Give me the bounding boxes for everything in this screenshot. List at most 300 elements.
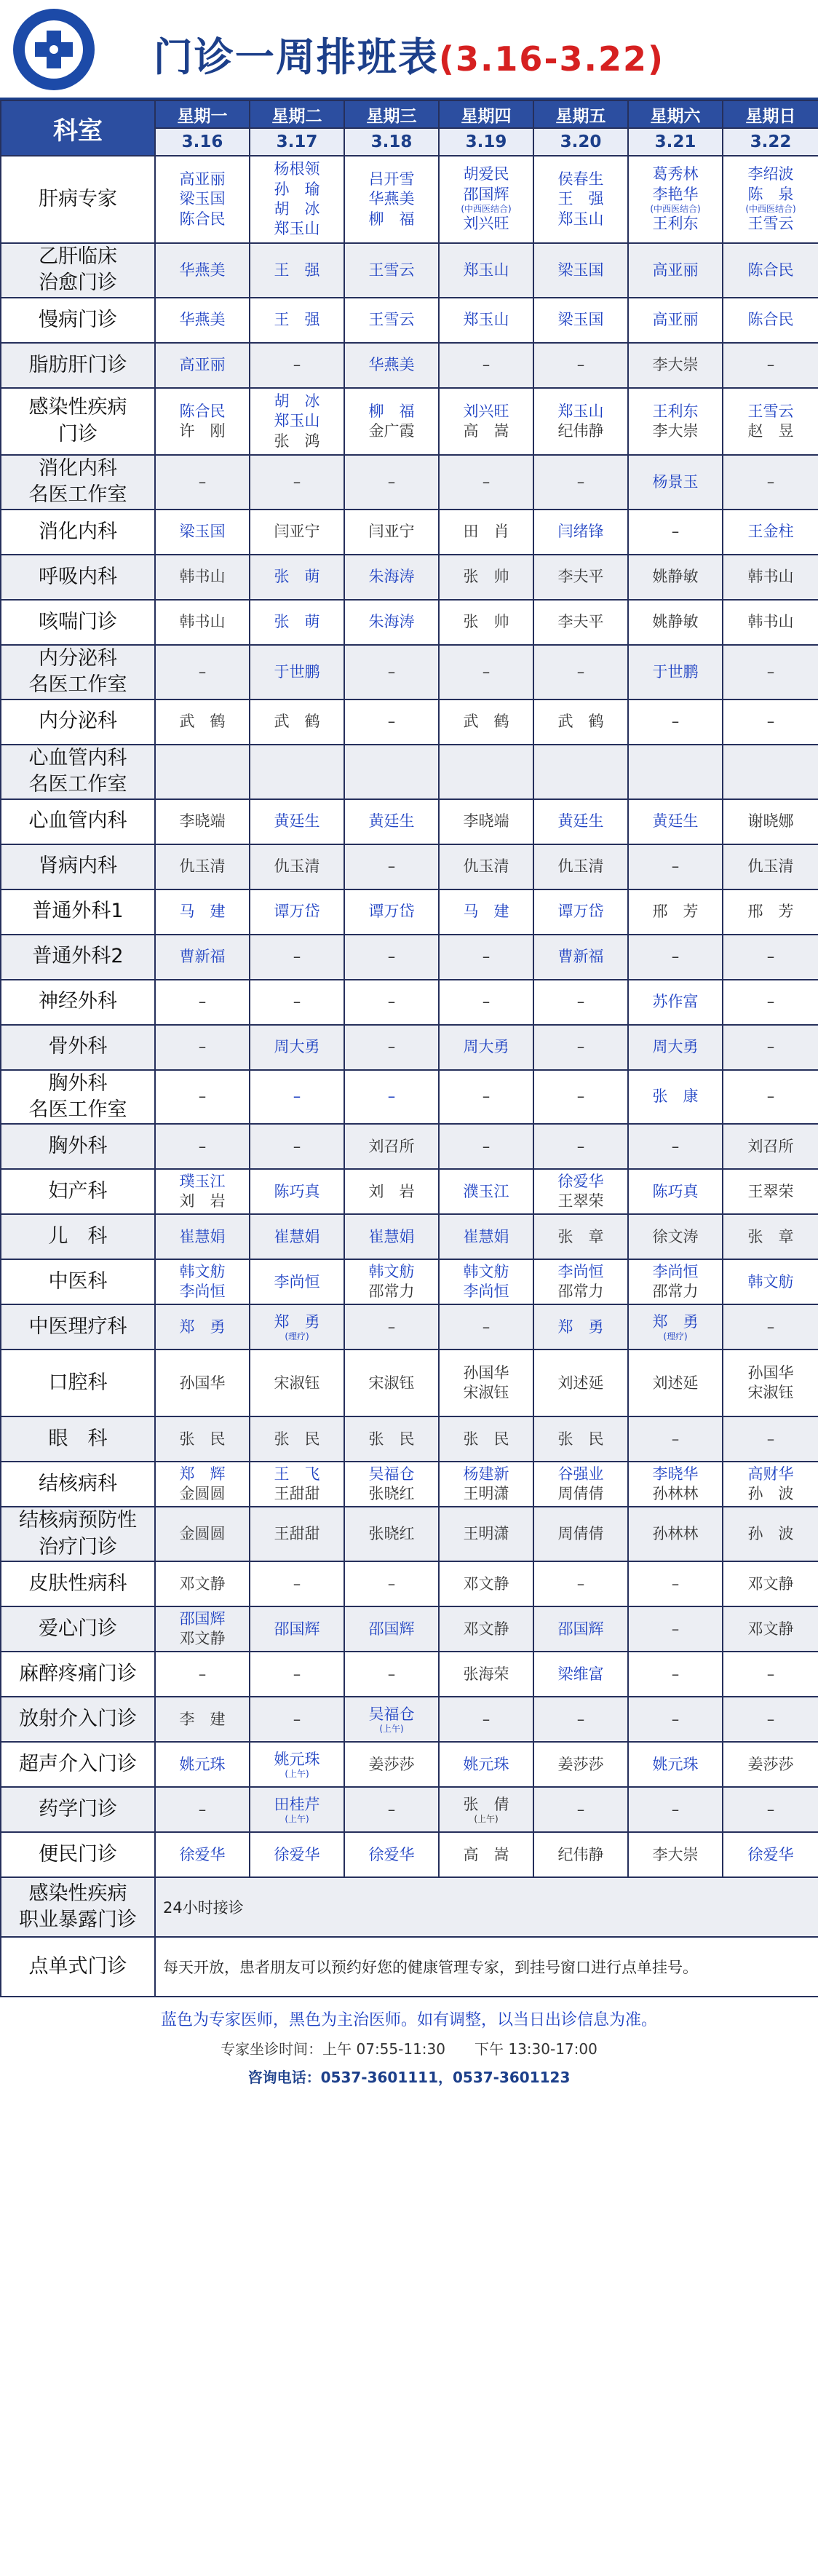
expert-doctor: 苏作富 bbox=[652, 992, 699, 1010]
schedule-table bbox=[0, 100, 818, 1997]
attending-doctor: 武 鹤 bbox=[463, 712, 509, 730]
schedule-cell bbox=[155, 745, 250, 799]
schedule-cell bbox=[344, 935, 439, 980]
expert-doctor: 张 康 bbox=[652, 1087, 699, 1106]
schedule-cell bbox=[250, 844, 344, 889]
schedule-cell bbox=[723, 700, 818, 745]
expert-doctor: 郑玉山 bbox=[463, 311, 509, 329]
schedule-cell bbox=[344, 799, 439, 844]
attending-doctor: 武 鹤 bbox=[274, 712, 320, 730]
attending-doctor: 韩书山 bbox=[179, 568, 226, 586]
schedule-cell bbox=[250, 1416, 344, 1462]
date-header: 3.19 bbox=[439, 128, 533, 156]
schedule-row bbox=[1, 844, 818, 889]
attending-doctor: 邢 芳 bbox=[747, 902, 794, 920]
expert-doctor: 徐爱华 bbox=[274, 1845, 320, 1863]
attending-doctor: – bbox=[766, 1317, 775, 1336]
session-note: (上午) bbox=[474, 1814, 499, 1825]
schedule-cell bbox=[533, 1652, 628, 1697]
schedule-row bbox=[1, 1416, 818, 1462]
schedule-cell bbox=[344, 1561, 439, 1606]
attending-doctor: – bbox=[671, 1710, 680, 1728]
attending-doctor: – bbox=[387, 472, 396, 491]
expert-doctor: 吴福仓 bbox=[368, 1465, 415, 1483]
schedule-cell bbox=[344, 1124, 439, 1169]
department-name bbox=[1, 510, 155, 555]
expert-doctor: 崔慧娟 bbox=[368, 1227, 415, 1245]
expert-doctor: 胡爱民 bbox=[463, 165, 509, 183]
expert-doctor: 韩文舫 bbox=[368, 1263, 415, 1281]
schedule-cell bbox=[628, 1259, 723, 1304]
schedule-cell bbox=[155, 388, 250, 455]
attending-doctor: 邵常力 bbox=[557, 1283, 604, 1301]
schedule-cell bbox=[533, 844, 628, 889]
attending-doctor: – bbox=[387, 662, 396, 681]
schedule-cell bbox=[723, 600, 818, 645]
schedule-cell bbox=[155, 980, 250, 1025]
schedule-cell bbox=[344, 1742, 439, 1787]
schedule-cell bbox=[723, 799, 818, 844]
expert-doctor: 王雪云 bbox=[747, 215, 794, 233]
schedule-cell bbox=[723, 1652, 818, 1697]
schedule-cell bbox=[250, 600, 344, 645]
schedule-cell bbox=[723, 1070, 818, 1125]
attending-doctor: – bbox=[671, 1800, 680, 1818]
attending-doctor: – bbox=[671, 712, 680, 730]
department-name bbox=[1, 799, 155, 844]
attending-doctor: 武 鹤 bbox=[179, 712, 226, 730]
session-note: (上午) bbox=[285, 1769, 309, 1780]
schedule-cell bbox=[439, 1416, 533, 1462]
attending-doctor: – bbox=[482, 1710, 491, 1728]
attending-doctor: – bbox=[576, 1037, 585, 1055]
schedule-cell bbox=[723, 455, 818, 510]
attending-doctor: – bbox=[387, 1317, 396, 1336]
department-name bbox=[1, 935, 155, 980]
expert-doctor: 梁玉国 bbox=[179, 190, 226, 208]
schedule-cell bbox=[533, 935, 628, 980]
department-name bbox=[1, 1507, 155, 1561]
schedule-cell bbox=[439, 600, 533, 645]
department-name-line: 感染性疾病 bbox=[28, 1882, 127, 1905]
schedule-cell bbox=[155, 1507, 250, 1561]
expert-doctor: 陈合民 bbox=[747, 311, 794, 329]
attending-doctor: 刘述延 bbox=[652, 1374, 699, 1392]
expert-doctor: 郑玉山 bbox=[557, 210, 604, 228]
expert-doctor: 于世鹏 bbox=[652, 662, 699, 681]
schedule-cell bbox=[533, 600, 628, 645]
session-note: (理疗) bbox=[663, 1331, 688, 1342]
expert-doctor: 李绍波 bbox=[747, 165, 794, 183]
schedule-cell bbox=[344, 645, 439, 700]
attending-doctor: – bbox=[293, 1574, 301, 1593]
schedule-cell bbox=[439, 1025, 533, 1070]
schedule-cell bbox=[723, 645, 818, 700]
attending-doctor: 赵 昱 bbox=[747, 421, 794, 440]
expert-doctor: 陈合民 bbox=[179, 210, 226, 228]
expert-doctor: 高亚丽 bbox=[652, 311, 699, 329]
expert-doctor: 李尚恒 bbox=[463, 1283, 509, 1301]
department-name-line: 爱心门诊 bbox=[39, 1617, 117, 1641]
schedule-cell bbox=[628, 645, 723, 700]
attending-doctor: 李 建 bbox=[179, 1710, 226, 1728]
page-header bbox=[0, 0, 818, 100]
attending-doctor: – bbox=[576, 1710, 585, 1728]
expert-doctor: 闫绪锋 bbox=[557, 523, 604, 541]
attending-doctor: 仇玉清 bbox=[747, 857, 794, 875]
attending-doctor: 李大崇 bbox=[652, 1845, 699, 1863]
attending-doctor: – bbox=[482, 356, 491, 374]
department-name bbox=[1, 455, 155, 510]
expert-doctor: 郑玉山 bbox=[463, 261, 509, 279]
expert-doctor: 黄廷生 bbox=[274, 812, 320, 830]
department-name-line: 心血管内科 bbox=[28, 746, 127, 769]
session-note: (上午) bbox=[379, 1724, 404, 1735]
contact-phone: 咨询电话：0537-3601111，0537-3601123 bbox=[247, 2069, 571, 2087]
schedule-row bbox=[1, 1606, 818, 1652]
attending-doctor: – bbox=[482, 1317, 491, 1336]
schedule-cell bbox=[723, 745, 818, 799]
schedule-cell bbox=[439, 980, 533, 1025]
expert-doctor: 华燕美 bbox=[179, 311, 226, 329]
schedule-cell bbox=[628, 1697, 723, 1742]
schedule-cell bbox=[533, 645, 628, 700]
schedule-cell bbox=[628, 980, 723, 1025]
schedule-cell bbox=[344, 1025, 439, 1070]
schedule-row bbox=[1, 1025, 818, 1070]
date-header: 3.18 bbox=[344, 128, 439, 156]
schedule-cell bbox=[533, 510, 628, 555]
schedule-cell bbox=[155, 555, 250, 600]
department-name-line: 名医工作室 bbox=[28, 1098, 127, 1121]
expert-doctor: 胡 冰 bbox=[274, 392, 320, 410]
schedule-cell bbox=[628, 1606, 723, 1652]
schedule-cell bbox=[439, 1304, 533, 1350]
expert-doctor: 周大勇 bbox=[652, 1037, 699, 1055]
department-name-line: 超声介入门诊 bbox=[19, 1753, 137, 1776]
expert-doctor: 梁玉国 bbox=[557, 261, 604, 279]
department-name-line: 慢病门诊 bbox=[39, 308, 117, 331]
schedule-cell bbox=[723, 1606, 818, 1652]
attending-doctor: – bbox=[293, 1137, 301, 1155]
schedule-cell bbox=[155, 1561, 250, 1606]
schedule-cell bbox=[155, 600, 250, 645]
attending-doctor: – bbox=[482, 1087, 491, 1106]
schedule-cell bbox=[439, 700, 533, 745]
session-note: (中西医结合) bbox=[745, 204, 796, 215]
attending-doctor: 王翠荣 bbox=[557, 1192, 604, 1210]
attending-doctor: 仇玉清 bbox=[179, 857, 226, 875]
attending-doctor: 邓文静 bbox=[747, 1574, 794, 1593]
schedule-cell bbox=[250, 1304, 344, 1350]
attending-doctor: 宋淑钰 bbox=[463, 1384, 509, 1402]
page-footer bbox=[0, 1997, 818, 2094]
schedule-cell bbox=[723, 935, 818, 980]
special-row bbox=[1, 1937, 818, 1997]
expert-doctor: 刘兴旺 bbox=[463, 215, 509, 233]
schedule-row bbox=[1, 1832, 818, 1877]
schedule-cell bbox=[250, 455, 344, 510]
clinic-hours: 专家坐诊时间：上午 07:55-11:30 下午 13:30-17:00 bbox=[221, 2040, 597, 2058]
schedule-cell bbox=[155, 1462, 250, 1507]
schedule-cell bbox=[155, 645, 250, 700]
schedule-cell bbox=[439, 1462, 533, 1507]
expert-doctor: 曹新福 bbox=[179, 947, 226, 965]
session-note: (中西医结合) bbox=[461, 204, 512, 215]
attending-doctor: 韩书山 bbox=[747, 613, 794, 631]
attending-doctor: 韩书山 bbox=[747, 568, 794, 586]
department-name-line: 皮肤性病科 bbox=[28, 1572, 127, 1596]
expert-doctor: 郑 辉 bbox=[179, 1465, 226, 1483]
schedule-cell bbox=[155, 510, 250, 555]
day-header-row bbox=[1, 100, 818, 128]
schedule-cell bbox=[533, 745, 628, 799]
schedule-cell bbox=[533, 1124, 628, 1169]
attending-doctor: 孙国华 bbox=[179, 1374, 226, 1392]
schedule-row bbox=[1, 1462, 818, 1507]
attending-doctor: – bbox=[766, 356, 775, 374]
attending-doctor: 刘召所 bbox=[368, 1137, 415, 1155]
department-name-line: 点单式门诊 bbox=[28, 1955, 127, 1978]
schedule-cell bbox=[628, 889, 723, 935]
schedule-cell bbox=[533, 1742, 628, 1787]
schedule-cell bbox=[155, 1304, 250, 1350]
department-name-line: 门诊 bbox=[58, 422, 98, 445]
attending-doctor: 金圆圆 bbox=[179, 1485, 226, 1503]
schedule-cell bbox=[439, 799, 533, 844]
attending-doctor: 姜莎莎 bbox=[368, 1755, 415, 1773]
schedule-cell bbox=[723, 1561, 818, 1606]
department-name bbox=[1, 298, 155, 343]
schedule-cell bbox=[250, 1606, 344, 1652]
department-name-line: 妇产科 bbox=[48, 1180, 108, 1203]
attending-doctor: – bbox=[671, 1665, 680, 1683]
schedule-cell bbox=[439, 243, 533, 298]
schedule-row bbox=[1, 935, 818, 980]
schedule-row bbox=[1, 1169, 818, 1214]
attending-doctor: 姚静敏 bbox=[652, 568, 699, 586]
schedule-cell bbox=[533, 889, 628, 935]
department-name bbox=[1, 1169, 155, 1214]
expert-doctor: 姚元珠 bbox=[652, 1755, 699, 1773]
attending-doctor: 姚静敏 bbox=[652, 613, 699, 631]
expert-doctor: – bbox=[387, 1087, 396, 1106]
department-name-line: 结核病预防性 bbox=[19, 1509, 137, 1532]
attending-doctor: 金广霞 bbox=[368, 421, 415, 440]
attending-doctor: 邵常力 bbox=[368, 1283, 415, 1301]
department-name-line: 职业暴露门诊 bbox=[19, 1909, 137, 1932]
schedule-cell bbox=[250, 1259, 344, 1304]
attending-doctor: – bbox=[387, 1800, 396, 1818]
department-name-line: 胸外科 bbox=[48, 1135, 108, 1158]
attending-doctor: 刘述延 bbox=[557, 1374, 604, 1392]
schedule-cell bbox=[250, 700, 344, 745]
schedule-cell bbox=[723, 1742, 818, 1787]
schedule-cell bbox=[344, 600, 439, 645]
attending-doctor: – bbox=[387, 857, 396, 875]
department-name-line: 名医工作室 bbox=[28, 483, 127, 507]
department-name bbox=[1, 745, 155, 799]
schedule-cell bbox=[250, 243, 344, 298]
schedule-cell bbox=[250, 1652, 344, 1697]
department-name-line: 神经外科 bbox=[39, 990, 117, 1013]
department-name bbox=[1, 388, 155, 455]
schedule-cell bbox=[723, 1025, 818, 1070]
expert-doctor: 邵国辉 bbox=[557, 1620, 604, 1638]
schedule-cell bbox=[723, 1787, 818, 1832]
expert-doctor: 马 建 bbox=[179, 902, 226, 920]
schedule-cell bbox=[155, 1606, 250, 1652]
schedule-row bbox=[1, 343, 818, 388]
schedule-cell bbox=[628, 1025, 723, 1070]
attending-doctor: – bbox=[576, 356, 585, 374]
expert-doctor: 邵国辉 bbox=[274, 1620, 320, 1638]
schedule-cell bbox=[344, 889, 439, 935]
attending-doctor: 李晓端 bbox=[463, 812, 509, 830]
department-name-line: 眼 科 bbox=[48, 1427, 108, 1451]
attending-doctor: 高 嵩 bbox=[463, 421, 509, 440]
expert-doctor: 陈巧真 bbox=[274, 1182, 320, 1200]
attending-doctor: 李大崇 bbox=[652, 421, 699, 440]
expert-doctor: 崔慧娟 bbox=[274, 1227, 320, 1245]
date-header: 3.22 bbox=[723, 128, 818, 156]
schedule-cell bbox=[344, 343, 439, 388]
department-name bbox=[1, 1742, 155, 1787]
attending-doctor: 王甜甜 bbox=[274, 1485, 320, 1503]
schedule-cell bbox=[155, 1259, 250, 1304]
expert-doctor: 梁玉国 bbox=[179, 523, 226, 541]
schedule-cell bbox=[723, 844, 818, 889]
schedule-row bbox=[1, 600, 818, 645]
attending-doctor: – bbox=[576, 662, 585, 681]
attending-doctor: 邢 芳 bbox=[652, 902, 699, 920]
schedule-cell bbox=[155, 844, 250, 889]
schedule-cell bbox=[344, 455, 439, 510]
expert-doctor: 徐爱华 bbox=[747, 1845, 794, 1863]
expert-doctor: 陈巧真 bbox=[652, 1182, 699, 1200]
attending-doctor: 邓文静 bbox=[463, 1574, 509, 1593]
schedule-cell bbox=[155, 1070, 250, 1125]
attending-doctor: – bbox=[671, 1574, 680, 1593]
department-name bbox=[1, 645, 155, 700]
expert-doctor: 李尚恒 bbox=[179, 1283, 226, 1301]
schedule-cell bbox=[628, 1652, 723, 1697]
attending-doctor: 张海荣 bbox=[463, 1665, 509, 1683]
schedule-cell bbox=[439, 455, 533, 510]
schedule-cell bbox=[723, 510, 818, 555]
expert-doctor: 黄廷生 bbox=[557, 812, 604, 830]
schedule-row bbox=[1, 388, 818, 455]
department-name bbox=[1, 1606, 155, 1652]
expert-doctor: 柳 福 bbox=[368, 210, 415, 228]
department-name-line: 消化内科 bbox=[39, 456, 117, 480]
schedule-cell bbox=[250, 1561, 344, 1606]
schedule-cell bbox=[533, 1025, 628, 1070]
schedule-row bbox=[1, 645, 818, 700]
attending-doctor: – bbox=[576, 1574, 585, 1593]
department-name bbox=[1, 1787, 155, 1832]
department-name bbox=[1, 555, 155, 600]
expert-doctor: 张 萌 bbox=[274, 613, 320, 631]
attending-doctor: 张 民 bbox=[274, 1430, 320, 1448]
expert-doctor: – bbox=[293, 1087, 301, 1106]
schedule-cell bbox=[628, 510, 723, 555]
schedule-cell bbox=[628, 1507, 723, 1561]
department-name bbox=[1, 1652, 155, 1697]
attending-doctor: – bbox=[198, 992, 207, 1010]
schedule-row bbox=[1, 243, 818, 298]
schedule-cell bbox=[439, 1697, 533, 1742]
department-name bbox=[1, 1350, 155, 1416]
department-name-line: 放射介入门诊 bbox=[19, 1708, 137, 1731]
schedule-cell bbox=[439, 1832, 533, 1877]
attending-doctor: 姜莎莎 bbox=[747, 1755, 794, 1773]
attending-doctor: 仇玉清 bbox=[557, 857, 604, 875]
attending-doctor: 李大崇 bbox=[652, 356, 699, 374]
schedule-cell bbox=[250, 1025, 344, 1070]
schedule-cell bbox=[439, 935, 533, 980]
schedule-row bbox=[1, 1507, 818, 1561]
title-text: 门诊一周排班表 bbox=[153, 34, 439, 80]
attending-doctor: – bbox=[576, 1087, 585, 1106]
department-name bbox=[1, 889, 155, 935]
schedule-cell bbox=[250, 510, 344, 555]
attending-doctor: – bbox=[198, 1800, 207, 1818]
schedule-row bbox=[1, 1742, 818, 1787]
attending-doctor: 纪伟静 bbox=[557, 1845, 604, 1863]
date-header: 3.17 bbox=[250, 128, 344, 156]
schedule-cell bbox=[628, 455, 723, 510]
schedule-cell bbox=[533, 799, 628, 844]
schedule-cell bbox=[723, 555, 818, 600]
attending-doctor: – bbox=[293, 1710, 301, 1728]
department-name-line: 治愈门诊 bbox=[39, 272, 117, 295]
schedule-cell bbox=[155, 889, 250, 935]
schedule-cell bbox=[250, 1462, 344, 1507]
expert-doctor: 韩文舫 bbox=[179, 1263, 226, 1281]
schedule-cell bbox=[155, 700, 250, 745]
expert-doctor: 郑玉山 bbox=[557, 402, 604, 420]
schedule-cell bbox=[344, 1606, 439, 1652]
schedule-cell bbox=[344, 1416, 439, 1462]
schedule-cell bbox=[250, 1742, 344, 1787]
expert-doctor: 陈 泉 bbox=[747, 185, 794, 203]
department-name bbox=[1, 1462, 155, 1507]
schedule-cell bbox=[344, 844, 439, 889]
day-header: 星期五 bbox=[533, 100, 628, 128]
expert-doctor: 璞玉江 bbox=[179, 1173, 226, 1191]
schedule-cell bbox=[439, 298, 533, 343]
schedule-cell bbox=[723, 1697, 818, 1742]
attending-doctor: 孙 波 bbox=[747, 1485, 794, 1503]
schedule-cell bbox=[533, 455, 628, 510]
expert-doctor: 李尚恒 bbox=[274, 1272, 320, 1291]
expert-doctor: 杨景玉 bbox=[652, 472, 699, 491]
schedule-cell bbox=[250, 1350, 344, 1416]
schedule-cell bbox=[723, 388, 818, 455]
expert-doctor: 王利东 bbox=[652, 402, 699, 420]
attending-doctor: – bbox=[293, 947, 301, 965]
schedule-cell bbox=[250, 1070, 344, 1125]
schedule-cell bbox=[439, 510, 533, 555]
attending-doctor: 宋淑钰 bbox=[747, 1384, 794, 1402]
department-name-line: 结核病科 bbox=[39, 1473, 117, 1496]
attending-doctor: 李夫平 bbox=[557, 613, 604, 631]
expert-doctor: 谭万岱 bbox=[368, 902, 415, 920]
schedule-cell bbox=[723, 1507, 818, 1561]
expert-doctor: 王金柱 bbox=[747, 523, 794, 541]
attending-doctor: 仇玉清 bbox=[463, 857, 509, 875]
